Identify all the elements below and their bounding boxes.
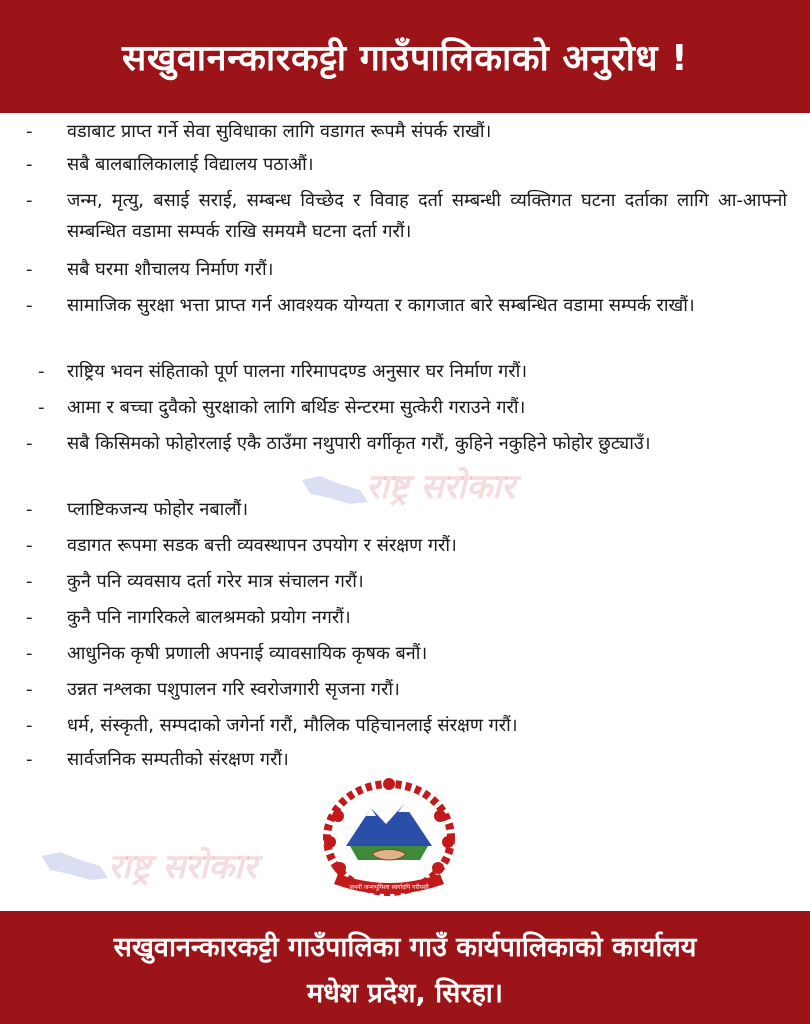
list-item-text: उन्नत नश्लका पशुपालन गरि स्वरोजगारी सृजना गरौं। <box>67 679 400 700</box>
header-banner <box>0 0 810 113</box>
list-item-text: आमा र बच्चा दुवैको सुरक्षाको लागि बर्थिङ सेन्टरमा सुत्केरी गराउने गरौं। <box>67 397 526 418</box>
list-dash: - <box>26 535 33 556</box>
list-dash: - <box>26 433 33 454</box>
list-item-text: वडाबाट प्राप्त गर्ने सेवा सुविधाका लागि वडागत रूपमै संपर्क राखौं। <box>67 121 492 142</box>
list-dash: - <box>26 679 33 700</box>
watermark-text: राष्ट्र सरोकार <box>366 467 515 507</box>
list-dash: - <box>26 715 33 736</box>
footer-banner <box>0 911 810 1024</box>
list-item-text: जन्म, मृत्यु, बसाई सराई, सम्बन्ध विच्छेद र विवाह दर्ता सम्बन्धी व्यक्तिगत घटना दर्ताका लागि आ-आफ्नो सम्बन्धित वडामा सम्पर्क राखि समयमै घटना दर्ता गरौं। <box>67 190 787 242</box>
list-dash: - <box>26 499 33 520</box>
government-emblem-icon <box>316 776 462 904</box>
list-item-text: धर्म, संस्कृती, सम्पदाको जगेर्ना गरौं, मौलिक पहिचानलाई संरक्षण गरौं। <box>67 715 518 736</box>
list-dash: - <box>38 397 45 418</box>
list-dash: - <box>26 749 33 770</box>
nepal-map-watermark-icon-2 <box>40 846 110 886</box>
list-dash: - <box>26 121 33 142</box>
list-dash: - <box>26 154 33 175</box>
list-dash: - <box>26 190 33 211</box>
footer-location: मधेश प्रदेश, सिरहा। <box>306 978 504 1009</box>
list-item-text: कुनै पनि नागरिकले बालश्रमको प्रयोग नगरौं। <box>67 607 351 628</box>
list-item-text: कुनै पनि व्यवसाय दर्ता गरेर मात्र संचालन गरौं। <box>67 571 364 592</box>
list-dash: - <box>26 571 33 592</box>
list-dash: - <box>38 361 45 382</box>
list-dash: - <box>26 295 33 316</box>
list-item-text: सामाजिक सुरक्षा भत्ता प्राप्त गर्न आवश्यक योग्यता र कागजात बारे सम्बन्धित वडामा सम्पर्क राखौं। <box>67 295 695 316</box>
list-item-text: सबै घरमा शौचालय निर्माण गरौं। <box>67 259 274 280</box>
page-title: सखुवानन्कारकट्टी गाउँपालिकाको अनुरोध ! <box>122 38 688 79</box>
list-item-text: वडागत रूपमा सडक बत्ती व्यवस्थापन उपयोग र संरक्षण गरौं। <box>67 535 457 556</box>
list-item-text: राष्ट्रिय भवन संहिताको पूर्ण पालना गरिमापदण्ड अनुसार घर निर्माण गरौं। <box>67 361 528 382</box>
footer-office-name: सखुवानन्कारकट्टी गाउँपालिका गाउँ कार्यपालिकाको कार्यालय <box>113 932 697 963</box>
list-item-text: आधुनिक कृषी प्रणाली अपनाई व्यावसायिक कृषक बनौं। <box>67 643 428 664</box>
watermark-text-2: राष्ट्र सरोकार <box>108 847 257 887</box>
list-item-text: सबै बालबालिकालाई विद्यालय पठाऔं। <box>67 154 314 175</box>
list-dash: - <box>26 259 33 280</box>
list-item-text: सबै किसिमको फोहोरलाई एकै ठाउँमा नथुपारी वर्गीकृत गरौं, कुहिने नकुहिने फोहोर छुट्याउँ। <box>67 433 651 454</box>
emblem-motto: जननी जन्मभूमिश्च स्वर्गादपि गरीयसी <box>349 884 429 891</box>
list-dash: - <box>26 643 33 664</box>
list-dash: - <box>26 607 33 628</box>
list-item-text: सार्वजनिक सम्पतीको संरक्षण गरौं। <box>67 749 289 770</box>
list-item-text: प्लाष्टिकजन्य फोहोर नबालौं। <box>67 499 249 520</box>
